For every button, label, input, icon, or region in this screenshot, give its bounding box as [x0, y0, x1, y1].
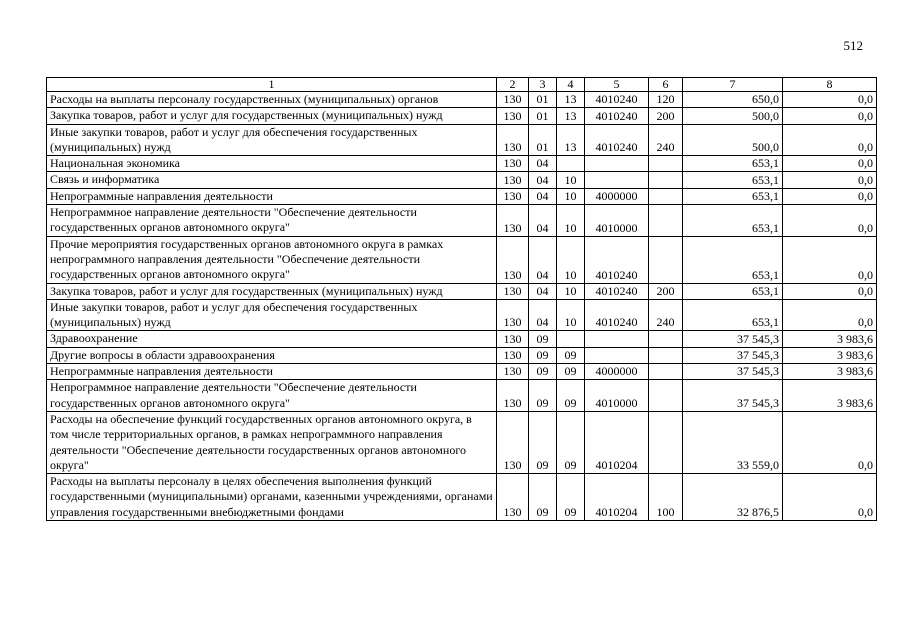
table-row [47, 236, 877, 283]
amount-cell: 0,0 [783, 474, 877, 521]
row-name-cell: Расходы на обеспечение функций государственных органов автономного округа, в том числе территориальных органов, в рамках непрограммного направления деятельности "Обеспечение деятельности государственных органов автономного округа" [47, 411, 497, 473]
column-header: 7 [683, 78, 783, 92]
subsection-cell [557, 331, 585, 347]
amount-cell: 37 545,3 [683, 364, 783, 380]
row-name-cell: Здравоохранение [47, 331, 497, 347]
column-header: 3 [529, 78, 557, 92]
column-header: 2 [497, 78, 529, 92]
expense-type-cell: 240 [649, 124, 683, 156]
subsection-cell: 10 [557, 283, 585, 299]
amount-cell: 653,1 [683, 156, 783, 172]
subsection-cell: 13 [557, 92, 585, 108]
expense-type-cell [649, 411, 683, 473]
column-header: 8 [783, 78, 877, 92]
section-cell: 04 [529, 299, 557, 331]
subsection-cell: 09 [557, 347, 585, 363]
target-article-cell: 4010240 [585, 283, 649, 299]
table-row [47, 108, 877, 124]
row-name-cell: Прочие мероприятия государственных органов автономного округа в рамках непрограммного направления деятельности "Обеспечение деятельности государственных органов автономного округа" [47, 236, 497, 283]
code-cell: 130 [497, 92, 529, 108]
row-name-cell: Непрограммное направление деятельности "Обеспечение деятельности государственных органов автономного округа" [47, 380, 497, 412]
target-article-cell: 4010240 [585, 236, 649, 283]
target-article-cell: 4010240 [585, 92, 649, 108]
column-header: 1 [47, 78, 497, 92]
amount-cell: 653,1 [683, 299, 783, 331]
target-article-cell: 4010240 [585, 124, 649, 156]
code-cell: 130 [497, 156, 529, 172]
amount-cell: 500,0 [683, 124, 783, 156]
row-name-cell: Непрограммные направления деятельности [47, 188, 497, 204]
target-article-cell [585, 172, 649, 188]
column-header: 5 [585, 78, 649, 92]
code-cell: 130 [497, 380, 529, 412]
code-cell: 130 [497, 205, 529, 237]
row-name-cell: Иные закупки товаров, работ и услуг для обеспечения государственных (муниципальных) нужд [47, 124, 497, 156]
amount-cell: 0,0 [783, 124, 877, 156]
section-cell: 01 [529, 124, 557, 156]
section-cell: 04 [529, 283, 557, 299]
amount-cell: 653,1 [683, 172, 783, 188]
expense-type-cell [649, 188, 683, 204]
code-cell: 130 [497, 411, 529, 473]
section-cell: 09 [529, 411, 557, 473]
table-row [47, 331, 877, 347]
row-name-cell: Расходы на выплаты персоналу в целях обеспечения выполнения функций государственными (муниципальными) органами, казенными учреждениями, органами управления государственными внебюджетными фондами [47, 474, 497, 521]
page-number: 512 [843, 38, 863, 53]
amount-cell: 0,0 [783, 172, 877, 188]
section-cell: 04 [529, 156, 557, 172]
table-row [47, 364, 877, 380]
table-row [47, 299, 877, 331]
amount-cell: 3 983,6 [783, 364, 877, 380]
section-cell: 04 [529, 172, 557, 188]
subsection-cell: 13 [557, 108, 585, 124]
expense-type-cell [649, 172, 683, 188]
subsection-cell [557, 156, 585, 172]
code-cell: 130 [497, 474, 529, 521]
code-cell: 130 [497, 172, 529, 188]
section-cell: 09 [529, 474, 557, 521]
code-cell: 130 [497, 124, 529, 156]
table-row [47, 380, 877, 412]
amount-cell: 0,0 [783, 188, 877, 204]
table-row [47, 156, 877, 172]
code-cell: 130 [497, 364, 529, 380]
expense-type-cell: 200 [649, 283, 683, 299]
table-row [47, 347, 877, 363]
row-name-cell: Иные закупки товаров, работ и услуг для обеспечения государственных (муниципальных) нужд [47, 299, 497, 331]
target-article-cell: 4010000 [585, 380, 649, 412]
expense-type-cell [649, 331, 683, 347]
code-cell: 130 [497, 347, 529, 363]
expense-type-cell: 100 [649, 474, 683, 521]
header-row [47, 78, 877, 92]
row-name-cell: Расходы на выплаты персоналу государственных (муниципальных) органов [47, 92, 497, 108]
table-row [47, 205, 877, 237]
section-cell: 09 [529, 380, 557, 412]
section-cell: 04 [529, 188, 557, 204]
table-body [47, 92, 877, 521]
column-header: 4 [557, 78, 585, 92]
amount-cell: 0,0 [783, 92, 877, 108]
section-cell: 04 [529, 205, 557, 237]
section-cell: 01 [529, 92, 557, 108]
row-name-cell: Другие вопросы в области здравоохранения [47, 347, 497, 363]
row-name-cell: Связь и информатика [47, 172, 497, 188]
subsection-cell: 09 [557, 380, 585, 412]
amount-cell: 653,1 [683, 205, 783, 237]
expense-type-cell: 120 [649, 92, 683, 108]
target-article-cell [585, 347, 649, 363]
code-cell: 130 [497, 188, 529, 204]
amount-cell: 37 545,3 [683, 347, 783, 363]
code-cell: 130 [497, 331, 529, 347]
amount-cell: 653,1 [683, 283, 783, 299]
subsection-cell: 10 [557, 299, 585, 331]
section-cell: 09 [529, 347, 557, 363]
subsection-cell: 10 [557, 236, 585, 283]
amount-cell: 0,0 [783, 205, 877, 237]
amount-cell: 0,0 [783, 299, 877, 331]
expense-type-cell [649, 347, 683, 363]
column-header: 6 [649, 78, 683, 92]
amount-cell: 650,0 [683, 92, 783, 108]
table-row [47, 474, 877, 521]
table-row [47, 124, 877, 156]
amount-cell: 3 983,6 [783, 380, 877, 412]
row-name-cell: Закупка товаров, работ и услуг для государственных (муниципальных) нужд [47, 283, 497, 299]
row-name-cell: Национальная экономика [47, 156, 497, 172]
target-article-cell [585, 331, 649, 347]
subsection-cell: 10 [557, 188, 585, 204]
section-cell: 09 [529, 364, 557, 380]
expense-type-cell: 200 [649, 108, 683, 124]
table-row [47, 92, 877, 108]
subsection-cell: 09 [557, 364, 585, 380]
target-article-cell: 4000000 [585, 364, 649, 380]
section-cell: 09 [529, 331, 557, 347]
expense-type-cell [649, 205, 683, 237]
subsection-cell: 13 [557, 124, 585, 156]
subsection-cell: 10 [557, 172, 585, 188]
amount-cell: 0,0 [783, 156, 877, 172]
amount-cell: 653,1 [683, 236, 783, 283]
code-cell: 130 [497, 108, 529, 124]
subsection-cell: 09 [557, 411, 585, 473]
expense-type-cell [649, 380, 683, 412]
amount-cell: 3 983,6 [783, 347, 877, 363]
target-article-cell: 4010204 [585, 474, 649, 521]
subsection-cell: 10 [557, 205, 585, 237]
target-article-cell: 4000000 [585, 188, 649, 204]
target-article-cell: 4010204 [585, 411, 649, 473]
expense-type-cell [649, 364, 683, 380]
budget-table [46, 77, 877, 521]
target-article-cell [585, 156, 649, 172]
code-cell: 130 [497, 236, 529, 283]
amount-cell: 37 545,3 [683, 380, 783, 412]
table-row [47, 188, 877, 204]
row-name-cell: Закупка товаров, работ и услуг для государственных (муниципальных) нужд [47, 108, 497, 124]
amount-cell: 33 559,0 [683, 411, 783, 473]
target-article-cell: 4010240 [585, 108, 649, 124]
amount-cell: 653,1 [683, 188, 783, 204]
amount-cell: 0,0 [783, 283, 877, 299]
target-article-cell: 4010240 [585, 299, 649, 331]
code-cell: 130 [497, 299, 529, 331]
row-name-cell: Непрограммные направления деятельности [47, 364, 497, 380]
row-name-cell: Непрограммное направление деятельности "Обеспечение деятельности государственных органов автономного округа" [47, 205, 497, 237]
amount-cell: 3 983,6 [783, 331, 877, 347]
target-article-cell: 4010000 [585, 205, 649, 237]
amount-cell: 0,0 [783, 411, 877, 473]
expense-type-cell [649, 156, 683, 172]
expense-type-cell [649, 236, 683, 283]
amount-cell: 500,0 [683, 108, 783, 124]
section-cell: 04 [529, 236, 557, 283]
amount-cell: 32 876,5 [683, 474, 783, 521]
table-row [47, 283, 877, 299]
subsection-cell: 09 [557, 474, 585, 521]
table-row [47, 172, 877, 188]
amount-cell: 37 545,3 [683, 331, 783, 347]
table-row [47, 411, 877, 473]
expense-type-cell: 240 [649, 299, 683, 331]
section-cell: 01 [529, 108, 557, 124]
amount-cell: 0,0 [783, 108, 877, 124]
amount-cell: 0,0 [783, 236, 877, 283]
code-cell: 130 [497, 283, 529, 299]
